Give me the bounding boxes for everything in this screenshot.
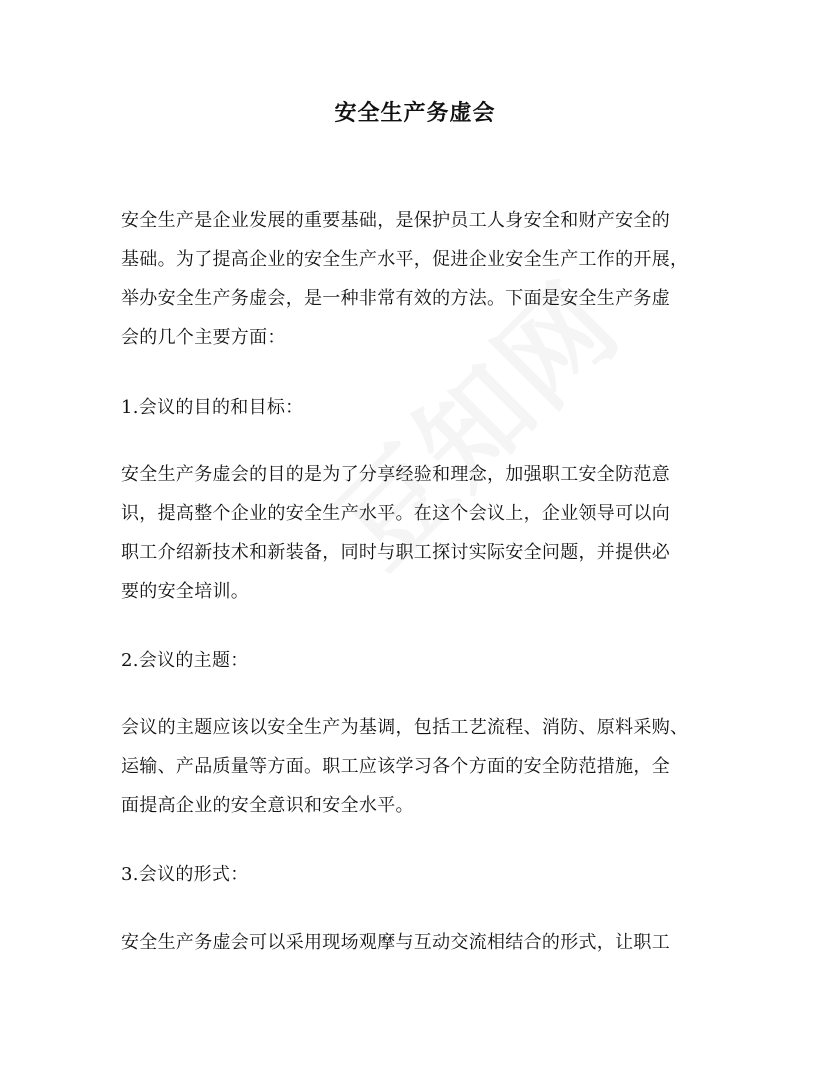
text-line: 职工介绍新技术和新装备，同时与职工探讨实际安全问题，并提供必 <box>121 542 670 563</box>
text-line: 面提高企业的安全意识和安全水平。 <box>121 795 414 816</box>
section-heading: 1.会议的目的和目标： <box>121 397 304 418</box>
text-line: 会的几个主要方面： <box>121 327 286 348</box>
text-line: 会议的主题应该以安全生产为基调，包括工艺流程、消防、原料采购、 <box>121 717 689 738</box>
text-line: 识，提高整个企业的安全生产水平。在这个会议上，企业领导可以向 <box>121 503 670 524</box>
text-line: 安全生产是企业发展的重要基础，是保护员工人身安全和财产安全的 <box>121 210 670 231</box>
text-line: 要的安全培训。 <box>121 581 250 602</box>
text-line: 运输、产品质量等方面。职工应该学习各个方面的安全防范措施，全 <box>121 756 670 777</box>
section-heading: 2.会议的主题： <box>121 650 249 671</box>
text-line: 基础。为了提高企业的安全生产水平，促进企业安全生产工作的开展， <box>121 249 689 270</box>
text-line: 安全生产务虚会的目的是为了分享经验和理念，加强职工安全防范意 <box>121 464 670 485</box>
document-title: 安全生产务虚会 <box>334 100 496 126</box>
section-heading: 3.会议的形式： <box>121 864 249 885</box>
text-line: 举办安全生产务虚会，是一种非常有效的方法。下面是安全生产务虚 <box>121 288 670 309</box>
text-line: 安全生产务虚会可以采用现场观摩与互动交流相结合的形式，让职工 <box>121 932 670 953</box>
